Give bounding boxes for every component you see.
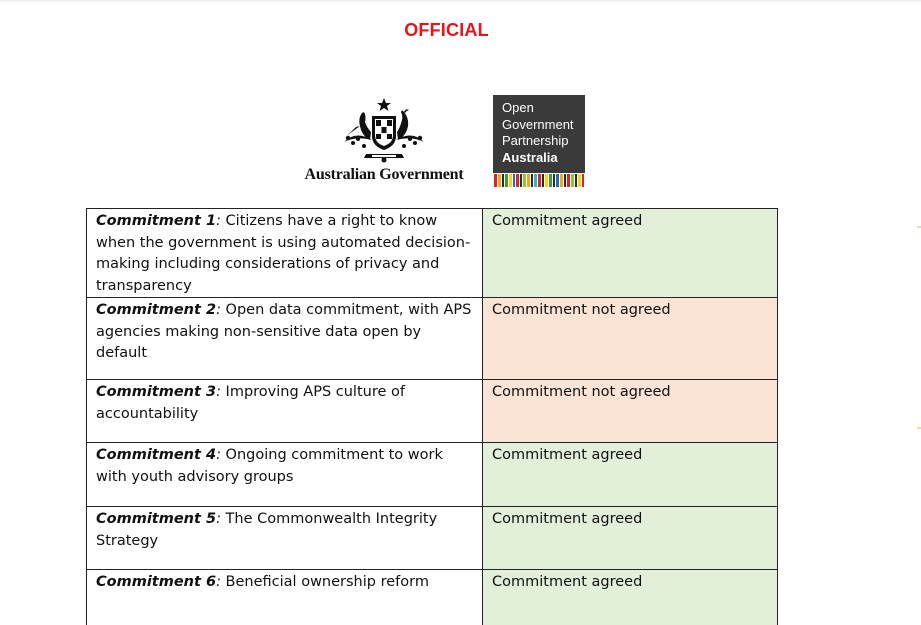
commitment-label-colon: : xyxy=(216,302,221,318)
commitment-status-cell: Commitment not agreed xyxy=(483,380,778,443)
commitment-label: Commitment 2 xyxy=(96,302,217,318)
ogp-logo-text xyxy=(502,100,574,166)
commitment-description-cell xyxy=(87,298,483,380)
page-edge-mark xyxy=(917,427,921,429)
ogp-color-stripes-icon xyxy=(493,173,585,187)
commitment-label-colon: : xyxy=(216,213,221,229)
commitment-text: Beneficial ownership reform xyxy=(220,574,429,590)
page-top-edge xyxy=(0,0,921,2)
commitment-label-colon: : xyxy=(216,447,221,463)
australian-government-wordmark: Australian Government xyxy=(304,166,464,183)
table-row xyxy=(87,209,778,298)
commitment-text: Citizens have a right to know when the government is using automated decision-making including considerations of privacy and transparency xyxy=(96,213,471,294)
commitment-label: Commitment 5 xyxy=(96,511,217,527)
ogp-australia-logo xyxy=(493,95,585,187)
table-row xyxy=(87,570,778,625)
coat-of-arms-icon xyxy=(336,96,432,164)
commitment-label-colon: : xyxy=(216,574,221,590)
commitment-description-cell xyxy=(87,570,483,625)
ogp-line-australia: Australia xyxy=(502,149,558,165)
commitment-description-cell xyxy=(87,507,483,570)
table-row xyxy=(87,380,778,443)
classification-marking: OFFICIAL xyxy=(404,20,489,40)
ogp-line-partnership: Partnership xyxy=(502,133,569,148)
commitment-text: Open data commitment, with APS agencies making non-sensitive data open by default xyxy=(96,302,472,361)
commitment-label-colon: : xyxy=(216,511,221,527)
table-row xyxy=(87,507,778,570)
commitment-text: Improving APS culture of accountability xyxy=(96,384,405,422)
table-row xyxy=(87,298,778,380)
commitment-text: Ongoing commitment to work with youth advisory groups xyxy=(96,447,443,485)
commitment-status-cell: Commitment agreed xyxy=(483,209,778,298)
commitment-text: The Commonwealth Integrity Strategy xyxy=(96,511,438,549)
ogp-line-government: Government xyxy=(502,116,574,132)
commitment-description-cell xyxy=(87,209,483,298)
commitment-description-cell xyxy=(87,380,483,443)
commitment-label: Commitment 3 xyxy=(96,384,217,400)
commitment-status-cell: Commitment agreed xyxy=(483,443,778,507)
commitment-label: Commitment 6 xyxy=(96,574,217,590)
commitment-status-cell: Commitment agreed xyxy=(483,570,778,625)
table-row xyxy=(87,443,778,507)
ogp-line-open: Open xyxy=(502,100,534,115)
commitment-description-cell xyxy=(87,443,483,507)
commitment-label: Commitment 1 xyxy=(96,213,217,229)
commitment-label: Commitment 4 xyxy=(96,447,217,463)
commitment-status-cell: Commitment not agreed xyxy=(483,298,778,380)
page-edge-mark xyxy=(917,226,921,228)
commitment-status-cell: Commitment agreed xyxy=(483,507,778,570)
commitment-label-colon: : xyxy=(216,384,221,400)
commitments-table xyxy=(86,208,778,625)
